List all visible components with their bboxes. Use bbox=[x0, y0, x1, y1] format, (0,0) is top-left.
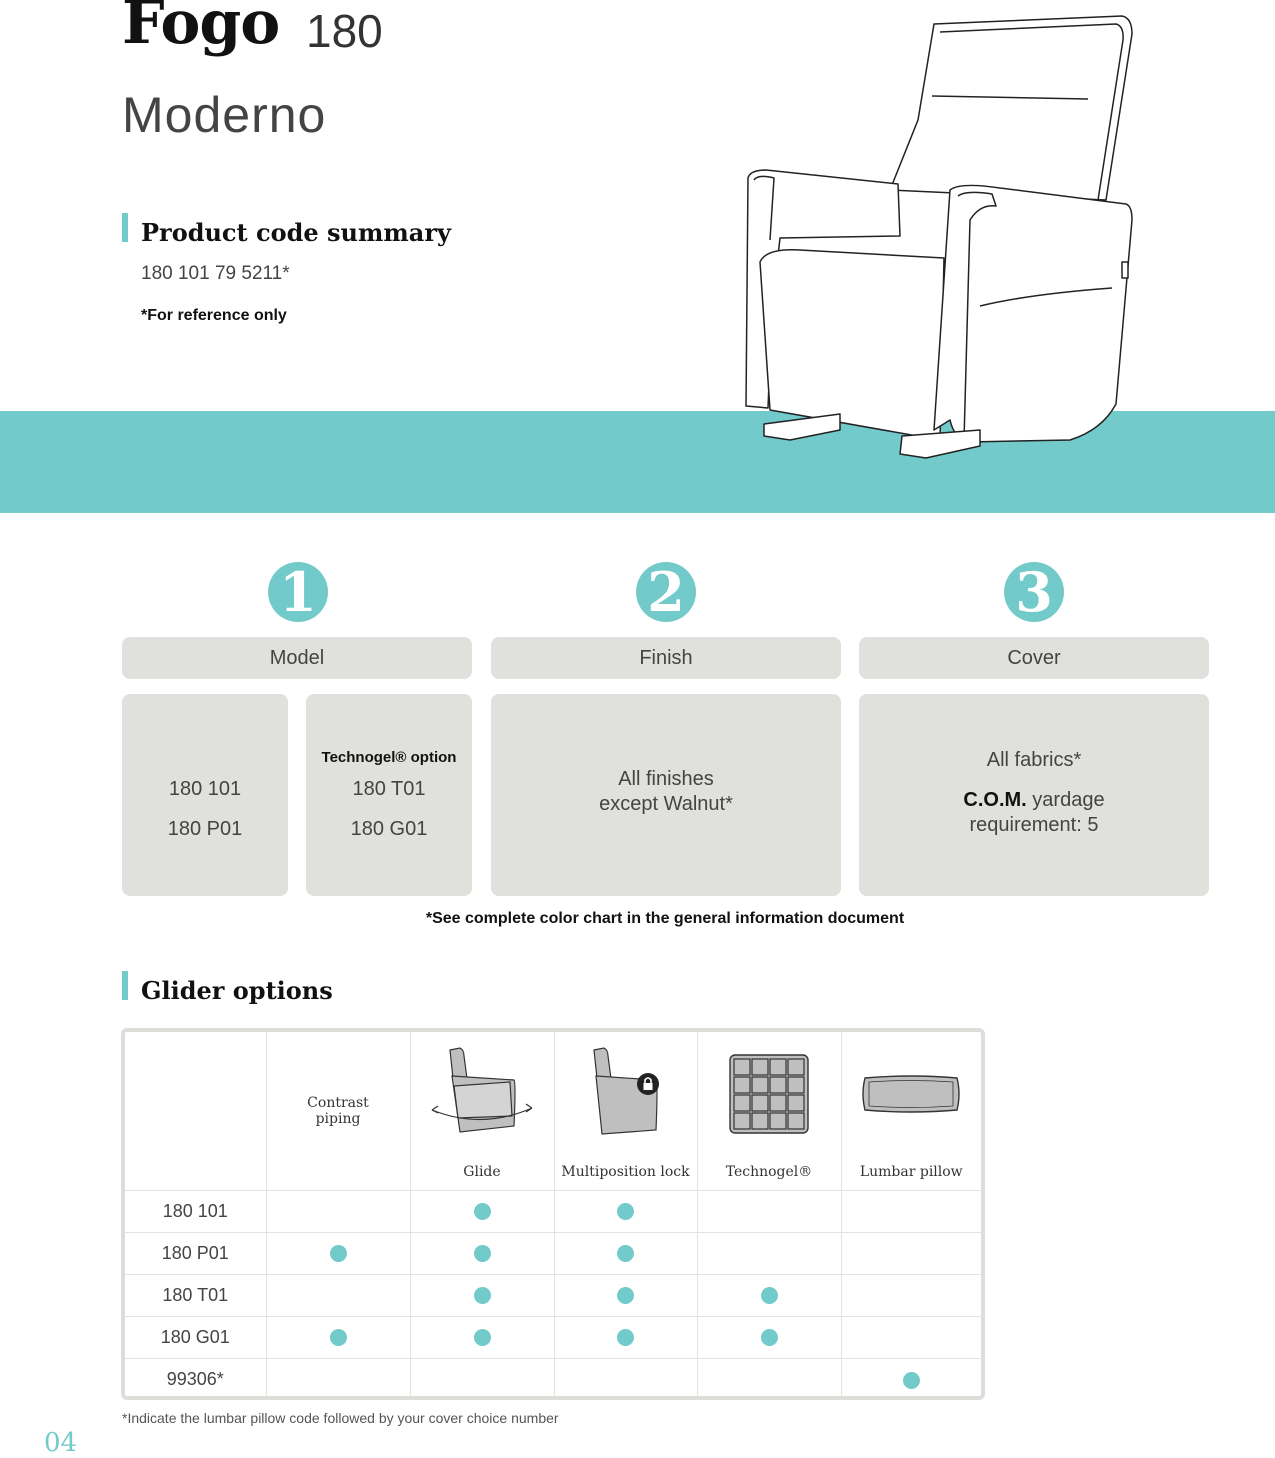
table-row bbox=[125, 1358, 981, 1400]
product-code: 180 101 79 5211* bbox=[141, 263, 290, 284]
lumbar-footnote: *Indicate the lumbar pillow code followed by your cover choice number bbox=[122, 1410, 559, 1426]
model-code: 180 101 bbox=[168, 778, 242, 800]
option-cell bbox=[841, 1358, 981, 1400]
availability-dot bbox=[330, 1245, 347, 1262]
page-number: 04 bbox=[44, 1428, 78, 1458]
finish-box bbox=[491, 694, 841, 896]
option-cell bbox=[554, 1190, 697, 1232]
grid-cell bbox=[752, 1059, 768, 1075]
option-cell bbox=[697, 1190, 841, 1232]
column-label: Lumbar pillow bbox=[859, 1163, 963, 1180]
column-glide bbox=[410, 1032, 554, 1190]
glide-icon bbox=[430, 1046, 534, 1138]
grid-cell bbox=[788, 1113, 804, 1129]
option-cell bbox=[266, 1316, 410, 1358]
availability-dot bbox=[474, 1245, 491, 1262]
technogel-option-label: Technogel® option bbox=[321, 749, 457, 766]
option-cell bbox=[266, 1190, 410, 1232]
com-label: C.O.M. bbox=[963, 789, 1027, 811]
grid-cell bbox=[734, 1113, 750, 1129]
grid-cell bbox=[770, 1077, 786, 1093]
option-cell bbox=[554, 1232, 697, 1274]
step-cover-header: Cover bbox=[859, 637, 1209, 679]
step-finish-header: Finish bbox=[491, 637, 841, 679]
product-subtitle: Moderno bbox=[122, 87, 327, 143]
option-cell bbox=[697, 1316, 841, 1358]
lumbar-pillow-icon bbox=[861, 1072, 961, 1116]
availability-dot bbox=[474, 1203, 491, 1220]
glider-chair-illustration bbox=[730, 10, 1150, 470]
model-technogel-box bbox=[306, 694, 472, 896]
color-chart-note: *See complete color chart in the general information document bbox=[425, 910, 905, 927]
column-label: Contrast piping bbox=[307, 1094, 369, 1127]
availability-dot bbox=[761, 1287, 778, 1304]
finish-line: All finishes bbox=[618, 768, 714, 790]
summary-heading: Product code summary bbox=[141, 218, 451, 247]
option-cell bbox=[697, 1358, 841, 1400]
step-2-badge: 2 bbox=[636, 562, 696, 622]
option-cell bbox=[266, 1274, 410, 1316]
option-cell bbox=[841, 1190, 981, 1232]
option-cell bbox=[554, 1274, 697, 1316]
column-label: Glide bbox=[463, 1163, 501, 1180]
option-cell bbox=[410, 1274, 554, 1316]
cover-line: All fabrics* bbox=[986, 749, 1082, 771]
grid-cell bbox=[752, 1113, 768, 1129]
table-row bbox=[125, 1190, 981, 1232]
column-technogel bbox=[697, 1032, 841, 1190]
table-header-row bbox=[125, 1032, 981, 1190]
option-cell bbox=[841, 1232, 981, 1274]
header-empty-cell bbox=[125, 1032, 266, 1190]
row-code: 180 101 bbox=[125, 1190, 266, 1232]
technogel-grid-icon bbox=[729, 1054, 809, 1134]
column-contrast-piping bbox=[266, 1032, 410, 1190]
model-code: 180 T01 bbox=[352, 778, 426, 800]
option-cell bbox=[841, 1274, 981, 1316]
availability-dot bbox=[330, 1329, 347, 1346]
column-lumbar-pillow bbox=[841, 1032, 981, 1190]
option-cell bbox=[554, 1358, 697, 1400]
step-1-badge: 1 bbox=[268, 562, 328, 622]
cover-line: requirement: 5 bbox=[969, 814, 1099, 836]
step-model-header: Model bbox=[122, 637, 472, 679]
grid-cell bbox=[770, 1113, 786, 1129]
grid-cell bbox=[788, 1077, 804, 1093]
availability-dot bbox=[617, 1287, 634, 1304]
availability-dot bbox=[474, 1329, 491, 1346]
option-cell bbox=[410, 1232, 554, 1274]
reference-note: *For reference only bbox=[141, 307, 287, 324]
grid-cell bbox=[734, 1077, 750, 1093]
com-rest: yardage bbox=[1026, 789, 1105, 811]
option-cell bbox=[697, 1232, 841, 1274]
model-code: 180 G01 bbox=[350, 818, 428, 840]
product-name: Fogo bbox=[122, 0, 280, 58]
column-multiposition-lock bbox=[554, 1032, 697, 1190]
grid-cell bbox=[734, 1059, 750, 1075]
finish-line: except Walnut* bbox=[599, 793, 733, 815]
option-cell bbox=[266, 1232, 410, 1274]
option-cell bbox=[697, 1274, 841, 1316]
availability-dot bbox=[617, 1329, 634, 1346]
grid-cell bbox=[770, 1059, 786, 1075]
row-code: 180 P01 bbox=[125, 1232, 266, 1274]
availability-dot bbox=[903, 1372, 920, 1389]
model-code: 180 P01 bbox=[167, 818, 243, 840]
cover-box bbox=[859, 694, 1209, 896]
step-3-badge: 3 bbox=[1004, 562, 1064, 622]
table-row bbox=[125, 1316, 981, 1358]
option-cell bbox=[266, 1358, 410, 1400]
section-accent-bar bbox=[122, 213, 128, 242]
product-title bbox=[122, 0, 383, 58]
column-label: Multiposition lock bbox=[561, 1163, 690, 1180]
section-accent-bar bbox=[122, 971, 128, 1000]
grid-cell bbox=[770, 1095, 786, 1111]
grid-cell bbox=[734, 1095, 750, 1111]
lock-chair-icon bbox=[586, 1046, 666, 1138]
availability-dot bbox=[617, 1203, 634, 1220]
model-standard-box bbox=[122, 694, 288, 896]
product-number: 180 bbox=[306, 5, 383, 57]
table-row bbox=[125, 1274, 981, 1316]
grid-cell bbox=[752, 1095, 768, 1111]
glider-options-table bbox=[121, 1028, 985, 1400]
availability-dot bbox=[761, 1329, 778, 1346]
grid-cell bbox=[788, 1059, 804, 1075]
option-cell bbox=[554, 1316, 697, 1358]
option-cell bbox=[410, 1190, 554, 1232]
availability-dot bbox=[617, 1245, 634, 1262]
glider-heading: Glider options bbox=[141, 976, 333, 1005]
availability-dot bbox=[474, 1287, 491, 1304]
grid-cell bbox=[788, 1095, 804, 1111]
row-code: 180 T01 bbox=[125, 1274, 266, 1316]
row-code: 180 G01 bbox=[125, 1316, 266, 1358]
option-cell bbox=[410, 1358, 554, 1400]
row-code: 99306* bbox=[125, 1358, 266, 1400]
option-cell bbox=[410, 1316, 554, 1358]
option-cell bbox=[841, 1316, 981, 1358]
column-label: Technogel® bbox=[725, 1163, 813, 1180]
table-row bbox=[125, 1232, 981, 1274]
cover-com-line bbox=[859, 789, 1209, 812]
grid-cell bbox=[752, 1077, 768, 1093]
